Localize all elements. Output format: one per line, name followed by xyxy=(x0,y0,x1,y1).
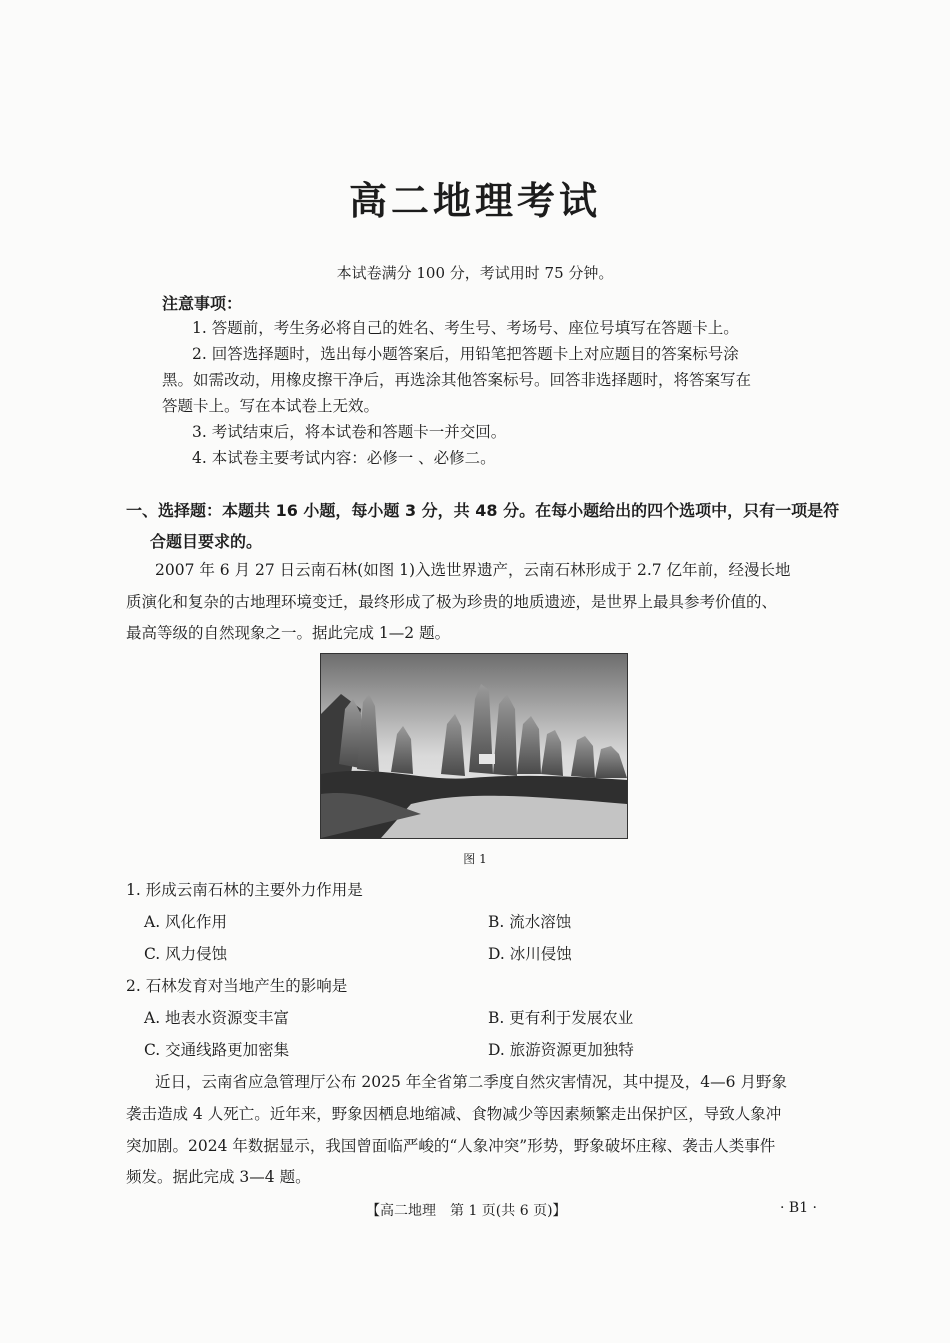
passage2-line-d: 频发。据此完成 3—4 题。 xyxy=(126,1168,311,1186)
figure-caption: 图 1 xyxy=(463,852,487,866)
notice-line-1: 1. 答题前，考生务必将自己的姓名、考生号、考场号、座位号填写在答题卡上。 xyxy=(192,319,739,337)
stone-forest-photo xyxy=(320,653,628,839)
notice-line-2b: 黑。如需改动，用橡皮擦干净后，再选涂其他答案标号。回答非选择题时，将答案写在 xyxy=(162,371,752,389)
q2-option-d: D. 旅游资源更加独特 xyxy=(488,1041,634,1059)
section-heading: 一、选择题：本题共 16 小题，每小题 3 分，共 48 分。在每小题给出的四个选项中，只有一项是符 xyxy=(126,501,840,520)
passage1-line-b: 质演化和复杂的古地理环境变迁，最终形成了极为珍贵的地质遗迹，是世界上最具参考价值的、 xyxy=(126,593,778,611)
paper-code: · B1 · xyxy=(780,1200,817,1216)
q1-option-b: B. 流水溶蚀 xyxy=(488,913,572,931)
q2-stem: 2. 石林发育对当地产生的影响是 xyxy=(126,977,348,995)
passage2-line-a: 近日，云南省应急管理厅公布 2025 年全省第二季度自然灾害情况，其中提及，4—6 月野象 xyxy=(155,1073,787,1091)
passage1-line-c: 最高等级的自然现象之一。据此完成 1—2 题。 xyxy=(126,624,451,642)
q2-option-c: C. 交通线路更加密集 xyxy=(144,1041,290,1059)
q2-option-a: A. 地表水资源变丰富 xyxy=(144,1009,290,1027)
notice-line-2c: 答题卡上。写在本试卷上无效。 xyxy=(162,397,380,415)
q1-option-c: C. 风力侵蚀 xyxy=(144,945,228,963)
exam-info: 本试卷满分 100 分，考试用时 75 分钟。 xyxy=(336,264,614,282)
q2-option-b: B. 更有利于发展农业 xyxy=(488,1009,634,1027)
notice-line-2a: 2. 回答选择题时，选出每小题答案后，用铅笔把答题卡上对应题目的答案标号涂 xyxy=(192,345,739,363)
passage2-line-c: 突加剧。2024 年数据显示，我国曾面临严峻的“人象冲突”形势，野象破坏庄稼、袭击人类事件 xyxy=(126,1137,776,1155)
exam-title: 高二地理考试 xyxy=(348,179,601,223)
page-footer: 【高二地理 第 1 页(共 6 页)】 xyxy=(366,1203,567,1219)
q1-option-d: D. 冰川侵蚀 xyxy=(488,945,572,963)
notice-line-4: 4. 本试卷主要考试内容：必修一 、必修二。 xyxy=(192,449,496,467)
q1-stem: 1. 形成云南石林的主要外力作用是 xyxy=(126,881,363,899)
notice-heading: 注意事项： xyxy=(162,294,243,313)
passage2-line-b: 袭击造成 4 人死亡。近年来，野象因栖息地缩减、食物减少等因素频繁走出保护区，导致人象冲 xyxy=(126,1105,782,1123)
section-heading-cont: 合题目要求的。 xyxy=(150,532,263,551)
passage1-line-a: 2007 年 6 月 27 日云南石林(如图 1)入选世界遗产，云南石林形成于 2.7 亿年前，经漫长地 xyxy=(155,561,791,579)
notice-line-3: 3. 考试结束后，将本试卷和答题卡一并交回。 xyxy=(192,423,507,441)
q1-option-a: A. 风化作用 xyxy=(144,913,228,931)
stone-forest-illustration xyxy=(321,654,627,838)
